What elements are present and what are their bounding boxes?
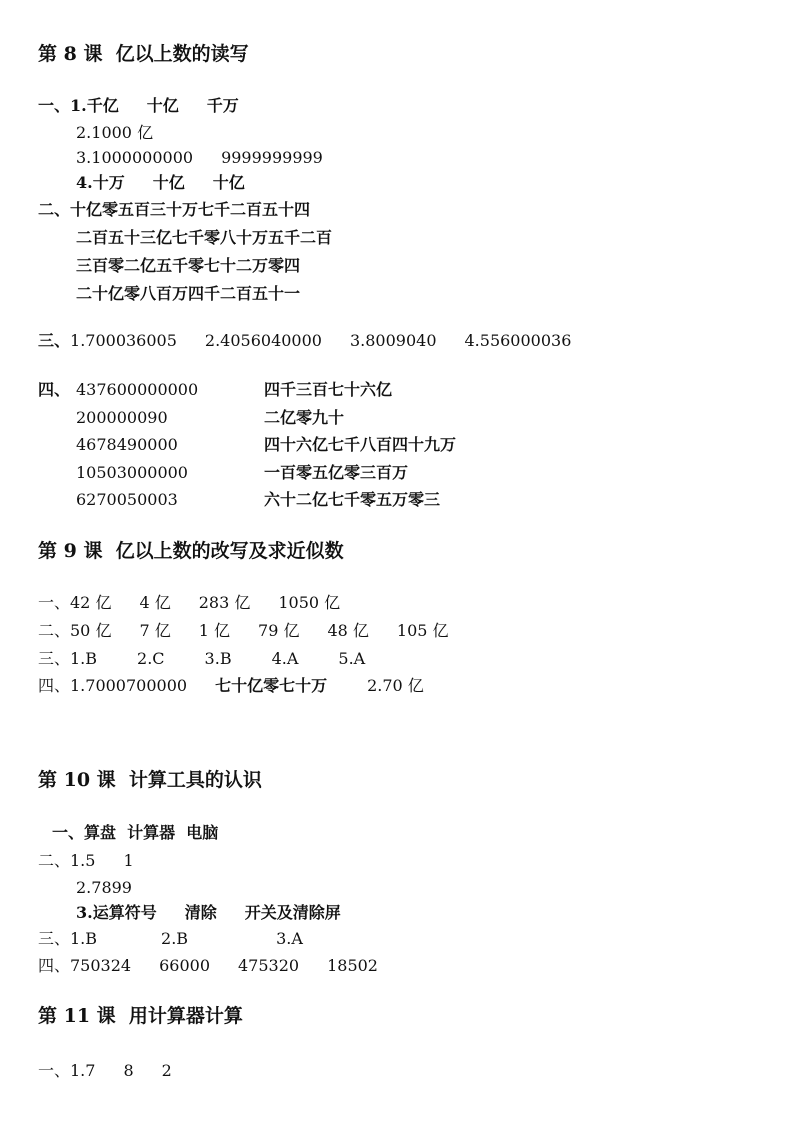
l11-s1-line bbox=[38, 1061, 172, 1081]
l8-s4-num-4: 10503000000 bbox=[76, 463, 188, 482]
l8-s1-item4: 4.十万 bbox=[76, 173, 125, 192]
l9-s2-item6: 105 亿 bbox=[396, 621, 449, 640]
lesson-8-title: 第 8 课 亿以上数的读写 bbox=[38, 43, 249, 65]
l10-s3-line bbox=[38, 929, 303, 949]
l8-s1-item1: 一、1.千亿 bbox=[38, 96, 119, 115]
l9-s4-item3: 2.70 亿 bbox=[367, 676, 424, 695]
l10-s2-item1a: 二、1.5 bbox=[38, 851, 96, 870]
l8-s4-num-3: 4678490000 bbox=[76, 435, 178, 454]
l8-s1-item4c: 十亿 bbox=[212, 173, 245, 192]
l8-s1-item4b: 十亿 bbox=[152, 173, 185, 192]
l8-s3-item1: 1.700036005 bbox=[70, 331, 177, 350]
l9-s4-item2: 七十亿零七十万 bbox=[215, 676, 328, 695]
l8-s3-line bbox=[38, 331, 571, 351]
l8-s1-line2: 2.1000 亿 bbox=[76, 123, 154, 142]
l10-s1-line: 一、算盘 计算器 电脑 bbox=[52, 823, 219, 842]
l10-s3-item1: 三、1.B bbox=[38, 929, 98, 948]
l9-s2-line bbox=[38, 621, 449, 641]
l10-s3-item2: 2.B bbox=[161, 929, 189, 948]
l10-s2-line1 bbox=[38, 851, 134, 871]
l8-s4-read-3: 四十六亿七千八百四十九万 bbox=[264, 435, 457, 454]
l9-s1-item3: 283 亿 bbox=[198, 593, 251, 612]
l8-s4-read-1: 四千三百七十六亿 bbox=[264, 380, 393, 399]
l9-s2-item4: 79 亿 bbox=[258, 621, 300, 640]
l8-s4-prefix: 四、 bbox=[38, 380, 71, 399]
l10-s4-item2: 66000 bbox=[159, 956, 210, 975]
l8-s3-item4: 4.556000036 bbox=[464, 331, 572, 350]
l9-s4-item1: 四、1.7000700000 bbox=[38, 676, 188, 695]
l9-s1-item1: 一、42 亿 bbox=[38, 593, 112, 612]
l9-s3-item2: 2.C bbox=[137, 649, 165, 668]
l10-s2-item3b: 清除 bbox=[184, 903, 217, 922]
l8-s2-line1: 二、十亿零五百三十万七千二百五十四 bbox=[38, 200, 311, 219]
l10-s4-line bbox=[38, 956, 378, 976]
l11-s1-item3: 2 bbox=[161, 1061, 172, 1080]
l9-s3-item3: 3.B bbox=[204, 649, 232, 668]
l9-s1-line bbox=[38, 593, 340, 613]
lesson-9-title: 第 9 课 亿以上数的改写及求近似数 bbox=[38, 540, 344, 562]
l10-s2-item3a: 3.运算符号 bbox=[76, 903, 157, 922]
lesson-10-title: 第 10 课 计算工具的认识 bbox=[38, 769, 262, 791]
l8-s2-line3: 三百零二亿五千零七十二万零四 bbox=[76, 256, 301, 275]
l9-s3-item5: 5.A bbox=[338, 649, 366, 668]
l10-s4-item1: 四、750324 bbox=[38, 956, 132, 975]
l9-s1-item2: 4 亿 bbox=[139, 593, 171, 612]
l10-s4-item4: 18502 bbox=[327, 956, 378, 975]
l9-s3-item4: 4.A bbox=[271, 649, 299, 668]
l10-s4-item3: 475320 bbox=[238, 956, 300, 975]
l9-s3-line bbox=[38, 649, 365, 669]
l8-s4-num-1: 437600000000 bbox=[76, 380, 199, 399]
l9-s2-item5: 48 亿 bbox=[327, 621, 369, 640]
l8-s1-line3 bbox=[76, 148, 323, 168]
l11-s1-item1: 一、1.7 bbox=[38, 1061, 96, 1080]
l8-s3-prefix: 三、 bbox=[38, 331, 71, 350]
l11-s1-item2: 8 bbox=[123, 1061, 134, 1080]
l8-s4-num-5: 6270050003 bbox=[76, 490, 178, 509]
l10-s2-line2: 2.7899 bbox=[76, 878, 132, 897]
l8-s1-item3: 3.1000000000 bbox=[76, 148, 194, 167]
l8-s1-item1c: 千万 bbox=[206, 96, 239, 115]
l9-s2-item1: 二、50 亿 bbox=[38, 621, 112, 640]
l8-s3-item2: 2.4056040000 bbox=[204, 331, 322, 350]
l8-s4-read-2: 二亿零九十 bbox=[264, 408, 345, 427]
l10-s2-line3 bbox=[76, 903, 341, 923]
l8-s2-line4: 二十亿零八百万四千二百五十一 bbox=[76, 284, 301, 303]
l10-s3-item3: 3.A bbox=[276, 929, 303, 948]
l8-s1-line4 bbox=[76, 173, 245, 193]
l8-s4-read-4: 一百零五亿零三百万 bbox=[264, 463, 409, 482]
l8-s1-line1 bbox=[38, 96, 239, 116]
l8-s3-item3: 3.8009040 bbox=[349, 331, 437, 350]
l8-s4-read-5: 六十二亿七千零五万零三 bbox=[264, 490, 441, 509]
l10-s2-item3c: 开关及清除屏 bbox=[244, 903, 341, 922]
l9-s4-line bbox=[38, 676, 424, 696]
l8-s1-item1b: 十亿 bbox=[146, 96, 179, 115]
l8-s2-line2: 二百五十三亿七千零八十万五千二百 bbox=[76, 228, 333, 247]
l9-s2-item2: 7 亿 bbox=[139, 621, 171, 640]
l9-s1-item4: 1050 亿 bbox=[278, 593, 341, 612]
l10-s2-item1b: 1 bbox=[123, 851, 134, 870]
l8-s4-num-2: 200000090 bbox=[76, 408, 168, 427]
lesson-11-title: 第 11 课 用计算器计算 bbox=[38, 1005, 243, 1027]
l8-s1-item3b: 9999999999 bbox=[221, 148, 323, 167]
l9-s3-item1: 三、1.B bbox=[38, 649, 98, 668]
l9-s2-item3: 1 亿 bbox=[198, 621, 231, 640]
